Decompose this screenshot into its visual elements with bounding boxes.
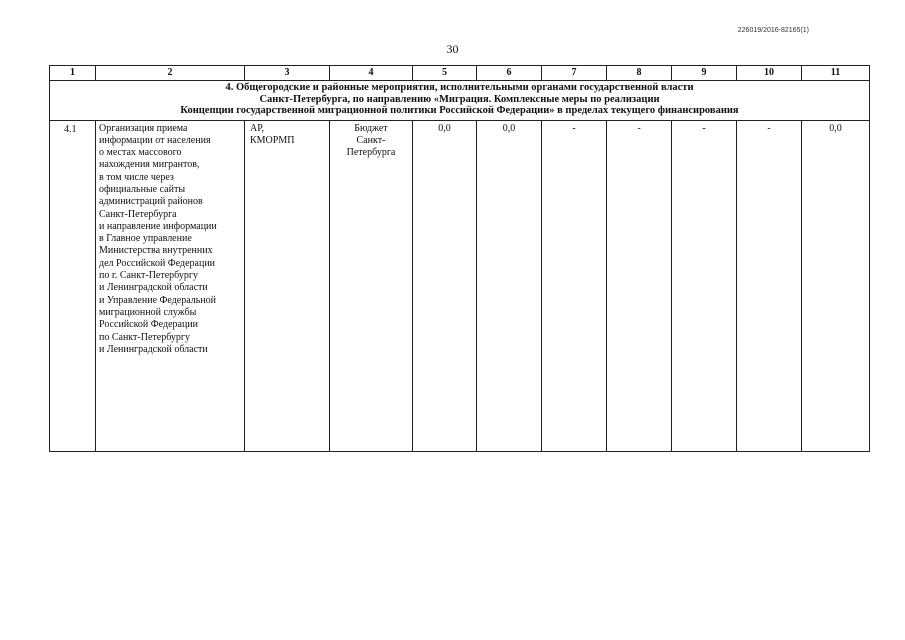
description-line: в Главное управление <box>99 233 192 245</box>
section-title-line: Санкт-Петербурга, по направлению «Миграция. Комплексные меры по реализации <box>259 93 660 105</box>
executors-cell <box>245 120 330 451</box>
table-row <box>50 120 870 451</box>
description-line: по г. Санкт-Петербургу <box>99 270 198 282</box>
value-cell: 0,0 <box>802 120 870 451</box>
description-line: Министерства внутренних <box>99 245 213 257</box>
description-line: в том числе через <box>99 171 174 183</box>
executor-line: КМОРМП <box>250 134 295 146</box>
value-cell: - <box>607 120 672 451</box>
executor-line: АР, <box>250 122 265 134</box>
value-cell: - <box>672 120 737 451</box>
funding-source-cell <box>330 120 413 451</box>
description-line: Российской Федерации <box>99 319 199 331</box>
section-title <box>50 81 870 121</box>
column-number: 1 <box>50 66 96 81</box>
measure-description <box>96 120 245 451</box>
document-id: 226019/2016-82165(1) <box>737 27 809 34</box>
section-title-line: Концепции государственной миграционной политики Российской Федерации» в пределах текущего финансирования <box>180 105 739 116</box>
value-cell: - <box>737 120 802 451</box>
description-line: информации от населения <box>99 134 211 146</box>
funding-source-line: Петербурга <box>346 147 396 159</box>
description-line: Санкт-Петербурга <box>99 208 177 220</box>
description-line: и направление информации <box>99 220 217 232</box>
column-number: 7 <box>542 66 607 81</box>
section-title-line: 4. Общегородские и районные мероприятия, исполнительными органами государственной власти <box>225 82 694 93</box>
column-number: 8 <box>607 66 672 81</box>
column-number: 10 <box>737 66 802 81</box>
description-line: администраций районов <box>99 196 203 208</box>
row-number: 4.1 <box>50 120 96 451</box>
description-line: Организация приема <box>99 122 188 134</box>
description-line: дел Российской Федерации <box>99 257 216 269</box>
column-number: 3 <box>245 66 330 81</box>
funding-source-line: Бюджет <box>354 122 388 134</box>
column-number: 2 <box>96 66 245 81</box>
description-line: миграционной службы <box>99 306 197 318</box>
value-cell: - <box>542 120 607 451</box>
description-line: официальные сайты <box>99 183 186 195</box>
description-line: и Ленинградской области <box>99 343 208 355</box>
description-line: и Ленинградской области <box>99 282 208 294</box>
column-number: 9 <box>672 66 737 81</box>
section-header-row <box>50 81 870 121</box>
value-cell: 0,0 <box>477 120 542 451</box>
column-number: 5 <box>413 66 477 81</box>
description-line: по Санкт-Петербургу <box>99 331 191 343</box>
value-cell: 0,0 <box>413 120 477 451</box>
funding-source-line: Санкт- <box>356 134 386 146</box>
measures-table <box>49 65 870 452</box>
column-number: 6 <box>477 66 542 81</box>
column-number: 11 <box>802 66 870 81</box>
column-number: 4 <box>330 66 413 81</box>
description-line: о местах массового <box>99 147 182 159</box>
description-line: и Управление Федеральной <box>99 294 217 306</box>
column-number-row <box>50 66 870 81</box>
description-line: нахождения мигрантов, <box>99 159 200 171</box>
page-number: 30 <box>446 42 459 56</box>
